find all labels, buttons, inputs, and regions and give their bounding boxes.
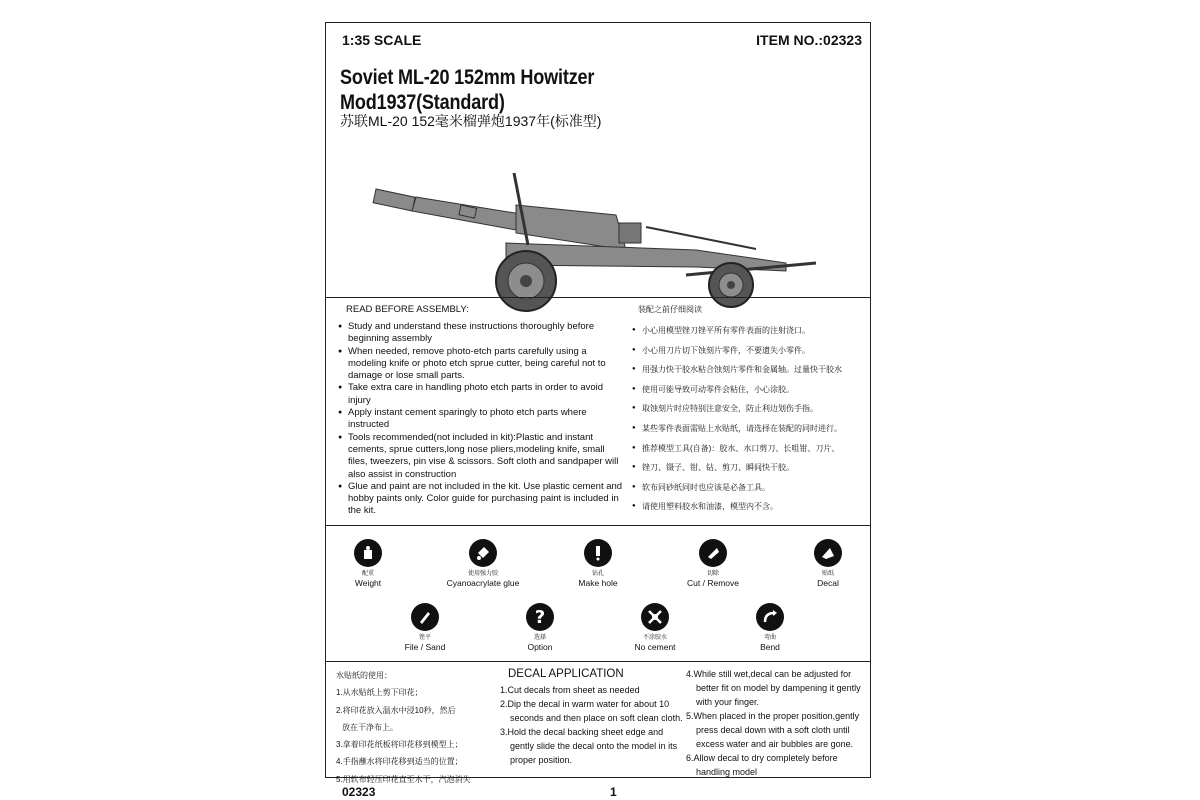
- question-icon: ?: [526, 603, 554, 631]
- symbol-label-cn: 不涂胶水: [642, 635, 667, 641]
- symbol-label-cn: 贴纸: [821, 571, 834, 577]
- list-item: 1.Cut decals from sheet as needed: [500, 685, 640, 695]
- list-item: ● 锉刀、镊子、钳、钻、剪刀、瞬间快干胶。: [630, 458, 870, 478]
- decal-instructions-cn: [336, 667, 496, 788]
- instructions-cn-list: [630, 321, 870, 517]
- decal-heading-cn: 水贴纸的使用：: [336, 671, 392, 680]
- list-item: ● When needed, remove photo-etch parts carefully using a modeling knife or photo etch sprue cutter, being careful not to damage or lose small parts.: [336, 346, 626, 383]
- symbol-label-cn: 锉平: [418, 635, 431, 641]
- list-item: ● 用强力快干胶水粘合蚀刻片零件和金属轴。过量快干胶水: [630, 360, 870, 380]
- symbol-decal: [778, 539, 878, 588]
- list-item: ● 软布同砂纸同时也应该是必备工具。: [630, 478, 870, 498]
- item-number: ITEM NO.:02323: [756, 32, 862, 48]
- symbol-file: [375, 603, 475, 652]
- symbol-no-cement: [605, 603, 705, 652]
- bend-icon: [756, 603, 784, 631]
- footer-item-code: 02323: [342, 785, 376, 799]
- section-divider: [326, 661, 870, 662]
- symbol-drill: [548, 539, 648, 588]
- no-cement-icon: [641, 603, 669, 631]
- symbol-label: Make hole: [578, 578, 618, 588]
- section-divider: [326, 525, 870, 526]
- decal-instructions-en: [500, 667, 686, 767]
- list-item: 2.将印花放入温水中浸10秒，然后: [336, 705, 456, 715]
- symbol-label-cn: 配重: [361, 571, 374, 577]
- symbol-label-cn: 钻孔: [591, 571, 604, 577]
- list-item: 4.手指蘸水将印花移到适当的位置；: [336, 757, 463, 767]
- glue-drop-icon: [469, 539, 497, 567]
- list-item: ● 小心用刀片切下蚀刻片零件，不要遗失小零件。: [630, 341, 870, 361]
- list-item: 5.When placed in the proper position,gently press decal down with a soft cloth until excess water and air bubbles are gone.: [686, 711, 860, 749]
- list-item: ● 取蚀刻片时应特别注意安全，防止利边划伤手指。: [630, 399, 870, 419]
- symbol-glue: [433, 539, 533, 588]
- list-item: ● Glue and paint are not included in the kit. Use plastic cement and hobby paints only. Color guide for purchasing paint is included in the kit.: [336, 481, 626, 518]
- list-item: ● 推荐模型工具(自备)：胶水、水口剪刀、长咀钳、刀片、: [630, 439, 870, 459]
- list-item: ● Tools recommended(not included in kit):Plastic and instant cements, sprue cutters,long nose pliers,modeling knife, small files, tweezers, pin vise & scissors. Soft cloth and sandpaper will also assist in construction: [336, 432, 626, 481]
- symbol-label-cn: 选择: [533, 635, 546, 641]
- page-number: 1: [610, 785, 617, 799]
- list-item: ● Take extra care in handling photo etch parts in order to avoid injury: [336, 382, 626, 407]
- symbol-label: Weight: [354, 578, 382, 588]
- symbol-bend: [720, 603, 820, 652]
- symbol-label: Bend: [760, 642, 780, 652]
- symbol-label-cn: 使用强力胶: [467, 571, 498, 577]
- decal-instructions-en-continued: [686, 667, 866, 779]
- list-item: ● 使用可能导致可动零件会粘住，小心涂胶。: [630, 380, 870, 400]
- file-icon: [411, 603, 439, 631]
- decal-icon: [814, 539, 842, 567]
- list-item: ● Study and understand these instructions thoroughly before beginning assembly: [336, 321, 626, 346]
- symbol-label: No cement: [634, 642, 676, 652]
- list-item: 3.Hold the decal backing sheet edge and gently slide the decal onto the model in its proper position.: [500, 727, 678, 765]
- list-item: 5.用软布轻压印花直至水干，汽泡消失: [336, 774, 471, 784]
- symbol-label: Cyanoacrylate glue: [446, 578, 520, 588]
- read-before-heading-cn: 装配之前仔细阅读: [638, 305, 702, 314]
- list-item: ● Apply instant cement sparingly to photo etch parts where instructed: [336, 407, 626, 432]
- instruction-sheet: [325, 22, 871, 799]
- read-before-heading: READ BEFORE ASSEMBLY:: [346, 304, 469, 315]
- weight-icon: [354, 539, 382, 567]
- scale-label: 1:35 SCALE: [342, 32, 422, 48]
- list-item: 放在干净布上。: [342, 722, 398, 732]
- list-item: 2.Dip the decal in warm water for about 10 seconds and then place on soft clean cloth.: [500, 699, 683, 723]
- instructions-en-list: [336, 321, 626, 518]
- symbol-label: Cut / Remove: [687, 578, 739, 588]
- symbol-weight: [318, 539, 418, 588]
- symbol-label-cn: 切除: [706, 571, 719, 577]
- list-item: 1.从水贴纸上剪下印花；: [336, 688, 423, 698]
- drill-icon: [584, 539, 612, 567]
- symbol-label: Option: [527, 642, 553, 652]
- section-divider: [326, 297, 870, 298]
- list-item: 6.Allow decal to dry completely before handling model: [686, 753, 838, 777]
- cut-icon: [699, 539, 727, 567]
- symbol-cut: [663, 539, 763, 588]
- symbol-label-cn: 弯曲: [763, 635, 776, 641]
- list-item: ● 小心用模型锉刀锉平所有零件表面的注射浇口。: [630, 321, 870, 341]
- list-item: ● 某些零件表面需贴上水贴纸，请选择在装配的同时进行。: [630, 419, 870, 439]
- product-title-cn: 苏联ML-20 152毫米榴弹炮1937年(标准型): [340, 113, 602, 129]
- list-item: ● 请使用塑料胶水和油漆，模型内不含。: [630, 497, 870, 517]
- howitzer-illustration: [366, 145, 836, 315]
- symbol-label: File / Sand: [404, 642, 446, 652]
- decal-heading: DECAL APPLICATION: [508, 668, 624, 680]
- symbol-option: [490, 603, 590, 652]
- list-item: 4.While still wet,decal can be adjusted for better fit on model by dampening it gently with your finger.: [686, 669, 861, 707]
- product-title: Soviet ML-20 152mm Howitzer Mod1937(Standard): [340, 66, 595, 114]
- symbol-label: Decal: [817, 578, 839, 588]
- list-item: 3.拿着印花纸板将印花移到模型上；: [336, 740, 463, 750]
